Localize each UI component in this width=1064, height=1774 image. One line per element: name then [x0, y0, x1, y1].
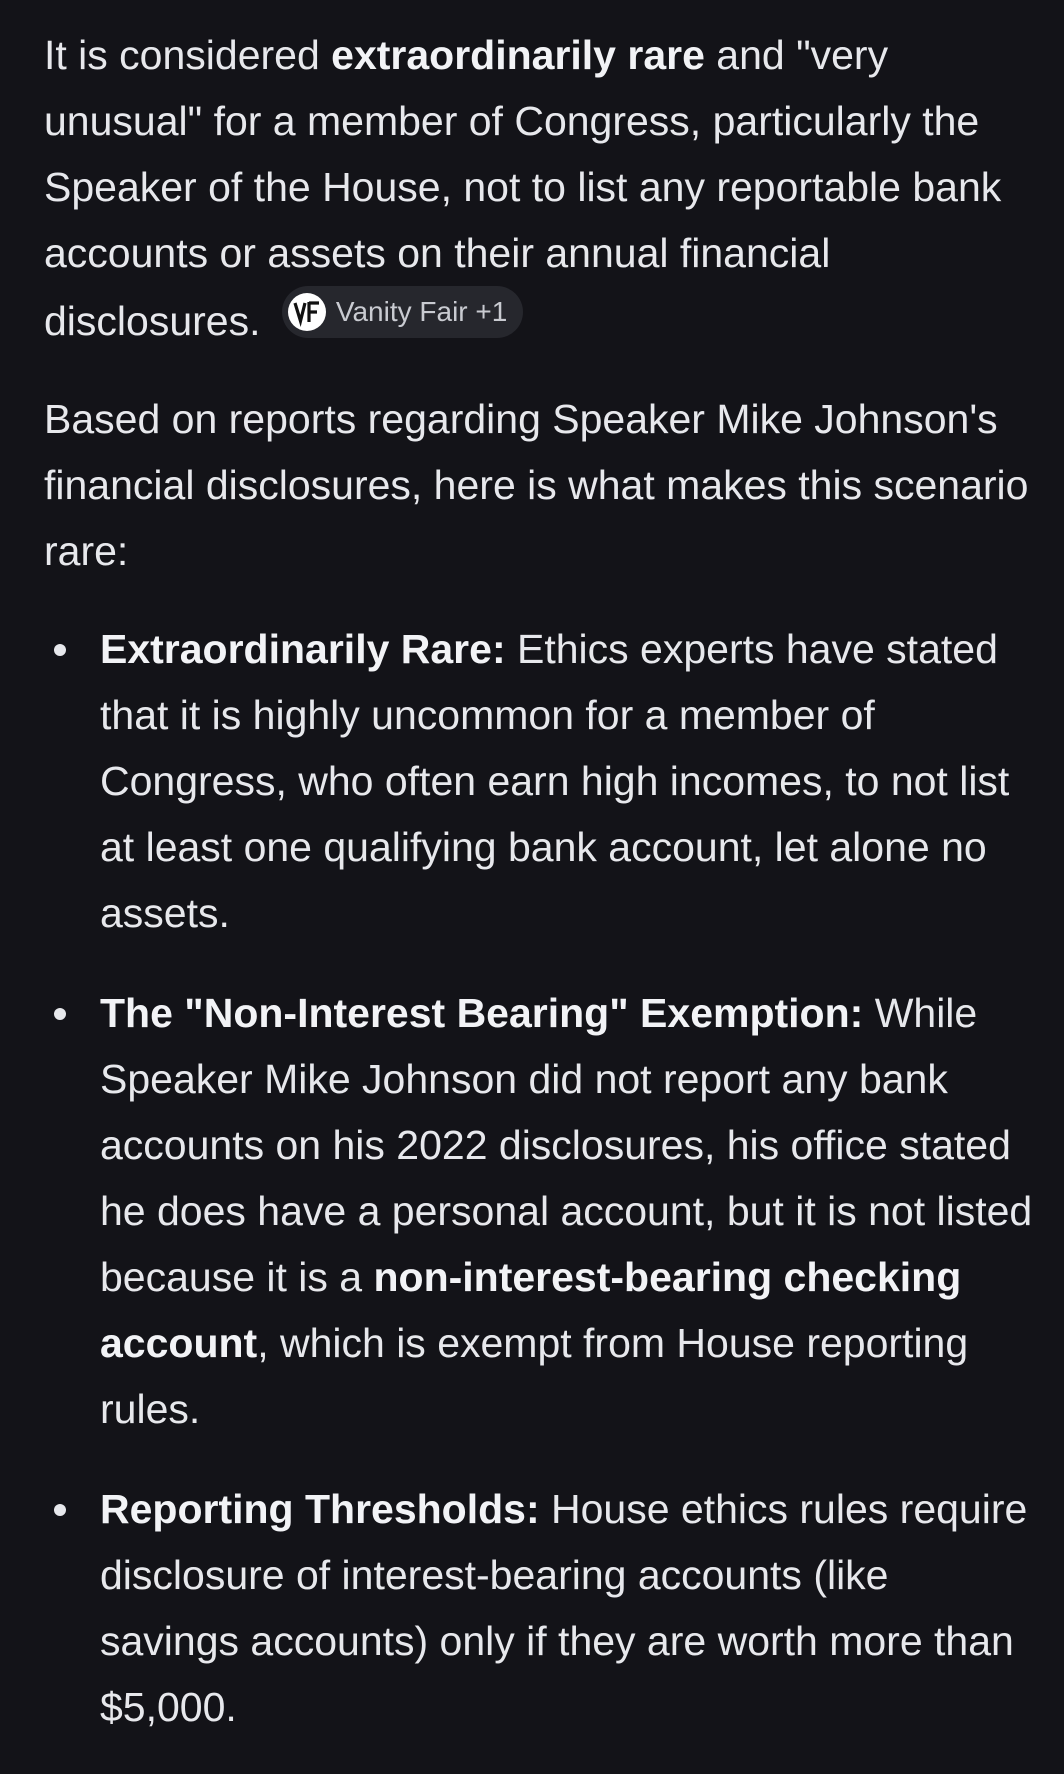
list-item-title: Reporting Thresholds: — [100, 1486, 540, 1532]
list-item-title: The "Non-Interest Bearing" Exemption: — [100, 990, 864, 1036]
list-item-text: Ethics experts have stated that it is highly uncommon for a member of Congress, who often earn high incomes, to not list at least one qualifying bank account, let alone no assets. — [100, 626, 1010, 936]
list-item-reporting-thresholds — [44, 1476, 1034, 1740]
intro-paragraph — [44, 22, 1034, 354]
list-item-bold-phrase: non-interest-bearing checking account — [100, 1254, 962, 1366]
vanity-fair-logo-icon — [288, 293, 326, 331]
response-content — [44, 22, 1034, 1774]
list-item-extraordinarily-rare — [44, 616, 1034, 946]
list-item-title: Extraordinarily Rare: — [100, 626, 506, 672]
intro-suffix: and "very unusual" for a member of Congress, particularly the Speaker of the House, not to list any reportable bank accounts or assets on their annual financial disclosures. — [44, 32, 1002, 344]
list-item-non-interest-exemption — [44, 980, 1034, 1442]
source-chip[interactable] — [282, 286, 523, 338]
context-paragraph: Based on reports regarding Speaker Mike Johnson's financial disclosures, here is what makes this scenario rare: — [44, 396, 1029, 574]
reasons-list — [44, 616, 1034, 1740]
bullet-point — [54, 644, 66, 656]
bullet-point — [54, 1504, 66, 1516]
bullet-point — [54, 1008, 66, 1020]
list-item-text-end: , which is exempt from House reporting rules. — [100, 1320, 969, 1432]
intro-prefix: It is considered — [44, 32, 332, 78]
list-item-text: While Speaker Mike Johnson did not report any bank accounts on his 2022 disclosures, his office stated he does have a personal account, but it is not listed because it is a — [100, 990, 1033, 1300]
intro-bold-phrase: extraordinarily rare — [331, 32, 705, 78]
list-item-text: House ethics rules require disclosure of interest-bearing accounts (like savings accounts) only if they are worth more than $5,000. — [100, 1486, 1028, 1730]
source-chip-label: Vanity Fair +1 — [335, 296, 508, 327]
